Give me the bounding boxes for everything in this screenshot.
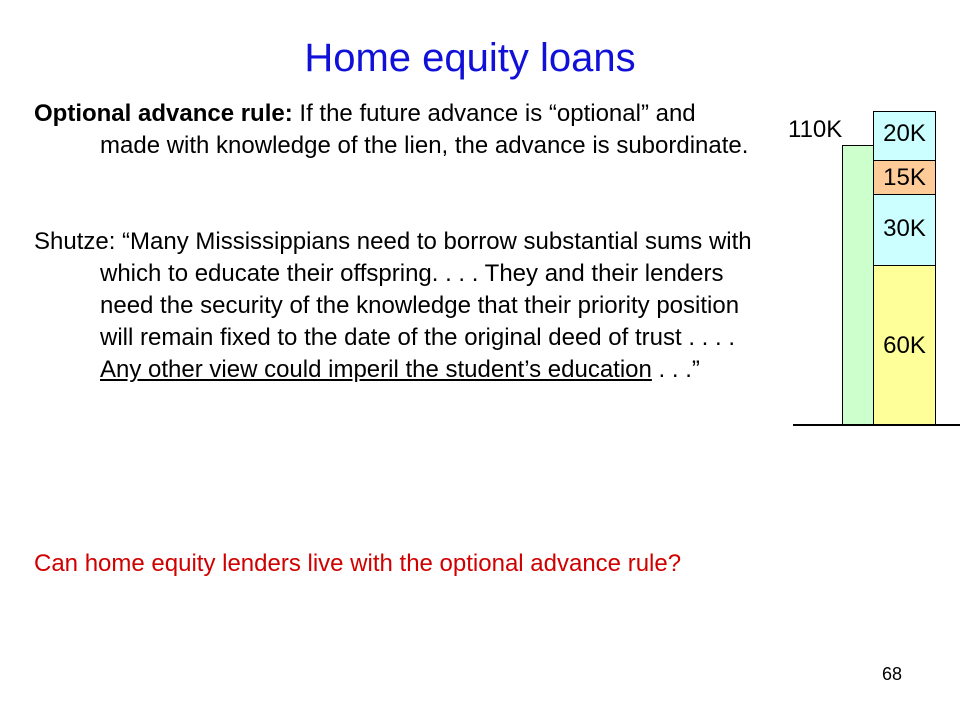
quote-paragraph	[34, 226, 760, 386]
page-number: 68	[882, 664, 903, 684]
rule-text: If the future advance is “optional” and made with knowledge of the lien, the advance is subordinate.	[100, 100, 749, 159]
rule-paragraph	[34, 98, 760, 162]
total-label: 110K	[788, 116, 843, 143]
segment-60k-label: 60K	[883, 332, 926, 359]
segment-20k-label: 20K	[883, 120, 926, 147]
total-bar	[842, 145, 874, 425]
segment-15k-label: 15K	[883, 164, 926, 191]
segment-30k-label: 30K	[883, 215, 926, 242]
quote-lead: Shutze: “Many Mississippians need to borrow substantial sums with which to educate their offspring. . . . They and their lenders need the security of the knowledge that their priority position will remain fixed to the date of the original deed of trust . . . .	[34, 228, 752, 351]
segment-20k	[873, 111, 936, 161]
segment-15k	[873, 160, 936, 195]
segment-30k	[873, 194, 936, 266]
quote-tail: . . .”	[651, 356, 700, 383]
rule-heading: Optional advance rule:	[34, 100, 293, 127]
segment-60k	[873, 265, 936, 425]
question-paragraph: Can home equity lenders live with the optional advance rule?	[34, 550, 682, 577]
quote-underlined: Any other view could imperil the student’s education	[100, 356, 652, 383]
diagram-baseline	[793, 424, 960, 426]
slide-title: Home equity loans	[304, 36, 636, 80]
